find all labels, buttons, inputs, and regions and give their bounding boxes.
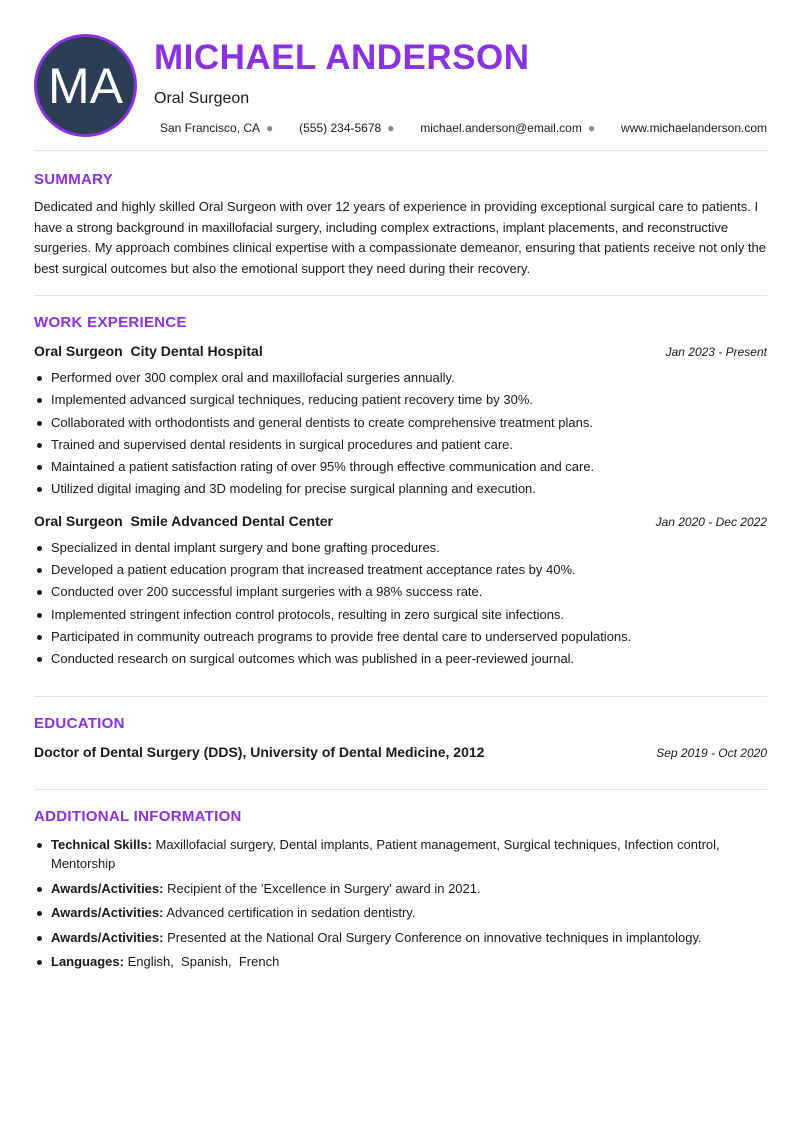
list-item: Conducted over 200 successful implant surgeries with a 98% success rate. (51, 581, 767, 603)
contact-bar (160, 120, 767, 136)
list-item (51, 879, 767, 899)
contact-phone-item (299, 120, 394, 136)
additional-information-section (34, 790, 767, 972)
job-date: Jan 2023 - Present (665, 345, 767, 359)
item-label: Awards/Activities: (51, 880, 164, 896)
list-item: Implemented advanced surgical techniques, reducing patient recovery time by 30%. (51, 389, 767, 411)
job-bullets (34, 537, 767, 671)
list-item (51, 903, 767, 923)
summary-text: Dedicated and highly skilled Oral Surgeon with over 12 years of experience in providing exceptional surgical care to patients. I have a strong background in maxillofacial surgery, including complex extractions, implant placements, and reconstructive surgeries. My approach combines clinical expertise with a compassionate demeanor, ensuring that patients receive not only the best surgical outcomes but also the emotional support they need during their recovery. (34, 199, 767, 276)
contact-location: San Francisco, CA (160, 121, 261, 135)
item-label: Awards/Activities: (51, 929, 164, 945)
list-item: Implemented stringent infection control protocols, resulting in zero surgical site infections. (51, 604, 767, 626)
separator-dot-icon: ● (387, 121, 395, 135)
item-text: Advanced certification in sedation dentistry. (163, 905, 416, 921)
avatar-initials: MA (48, 57, 123, 114)
list-item: Participated in community outreach programs to provide free dental care to underserved populations. (51, 626, 767, 648)
list-item: Conducted research on surgical outcomes which was published in a peer-reviewed journal. (51, 648, 767, 670)
list-item (51, 952, 767, 972)
summary-section (34, 151, 767, 295)
contact-website[interactable]: www.michaelanderson.com (620, 121, 767, 135)
item-label: Technical Skills: (51, 836, 152, 852)
list-item: Developed a patient education program that increased treatment acceptance rates by 40%. (51, 559, 767, 581)
item-text: English, Spanish, French (123, 954, 280, 970)
contact-phone: (555) 234-5678 (299, 121, 382, 135)
section-title-additional-information: ADDITIONAL INFORMATION (34, 807, 242, 825)
list-item: Trained and supervised dental residents in surgical procedures and patient care. (51, 434, 767, 456)
item-label: Awards/Activities: (51, 905, 164, 921)
section-title-work-experience: WORK EXPERIENCE (34, 314, 187, 331)
candidate-title: Oral Surgeon (154, 90, 250, 107)
separator-dot-icon: ● (266, 121, 274, 135)
education-entry (34, 743, 767, 762)
job-date: Jan 2020 - Dec 2022 (655, 514, 767, 529)
list-item: Performed over 300 complex oral and maxillofacial surgeries annually. (51, 367, 767, 389)
section-title-education: EDUCATION (34, 714, 125, 732)
additional-info-list (34, 835, 767, 972)
section-title-summary: SUMMARY (34, 171, 114, 188)
resume-page (34, 0, 767, 977)
list-item: Collaborated with orthodontists and general dentists to create comprehensive treatment plans. (51, 412, 767, 434)
list-item: Maintained a patient satisfaction rating of over 95% through effective communication and care. (51, 456, 767, 478)
item-text: Maxillofacial surgery, Dental implants, Patient management, Surgical techniques, Infection control, Mentorship (51, 836, 720, 872)
contact-location-item (160, 120, 273, 136)
education-degree: Doctor of Dental Surgery (DDS), University of Dental Medicine, 2012 (34, 743, 485, 760)
work-experience-section (34, 296, 767, 696)
job-entry (34, 512, 767, 671)
item-text: Presented at the National Oral Surgery Conference on innovative techniques in implantology. (163, 929, 702, 945)
job-bullets (34, 367, 767, 501)
candidate-name: MICHAEL ANDERSON (154, 38, 530, 77)
contact-email[interactable]: michael.anderson@email.com (420, 121, 582, 135)
education-section (34, 697, 767, 789)
separator-dot-icon: ● (587, 121, 596, 135)
contact-website-item (621, 120, 767, 136)
list-item (51, 928, 767, 948)
item-label: Languages: (51, 954, 124, 970)
avatar (34, 34, 137, 137)
list-item: Specialized in dental implant surgery and bone grafting procedures. (51, 537, 767, 559)
resume-header (34, 0, 767, 150)
contact-email-item (420, 120, 595, 136)
job-header (34, 512, 767, 531)
job-title: Oral Surgeon Smile Advanced Dental Center (34, 512, 334, 529)
item-text: Recipient of the 'Excellence in Surgery' award in 2021. (163, 880, 481, 896)
job-header (34, 342, 767, 361)
education-date: Sep 2019 - Oct 2020 (656, 745, 767, 760)
list-item (51, 835, 767, 874)
job-title: Oral Surgeon City Dental Hospital (34, 343, 263, 359)
job-entry (34, 342, 767, 501)
list-item: Utilized digital imaging and 3D modeling for precise surgical planning and execution. (51, 478, 767, 500)
